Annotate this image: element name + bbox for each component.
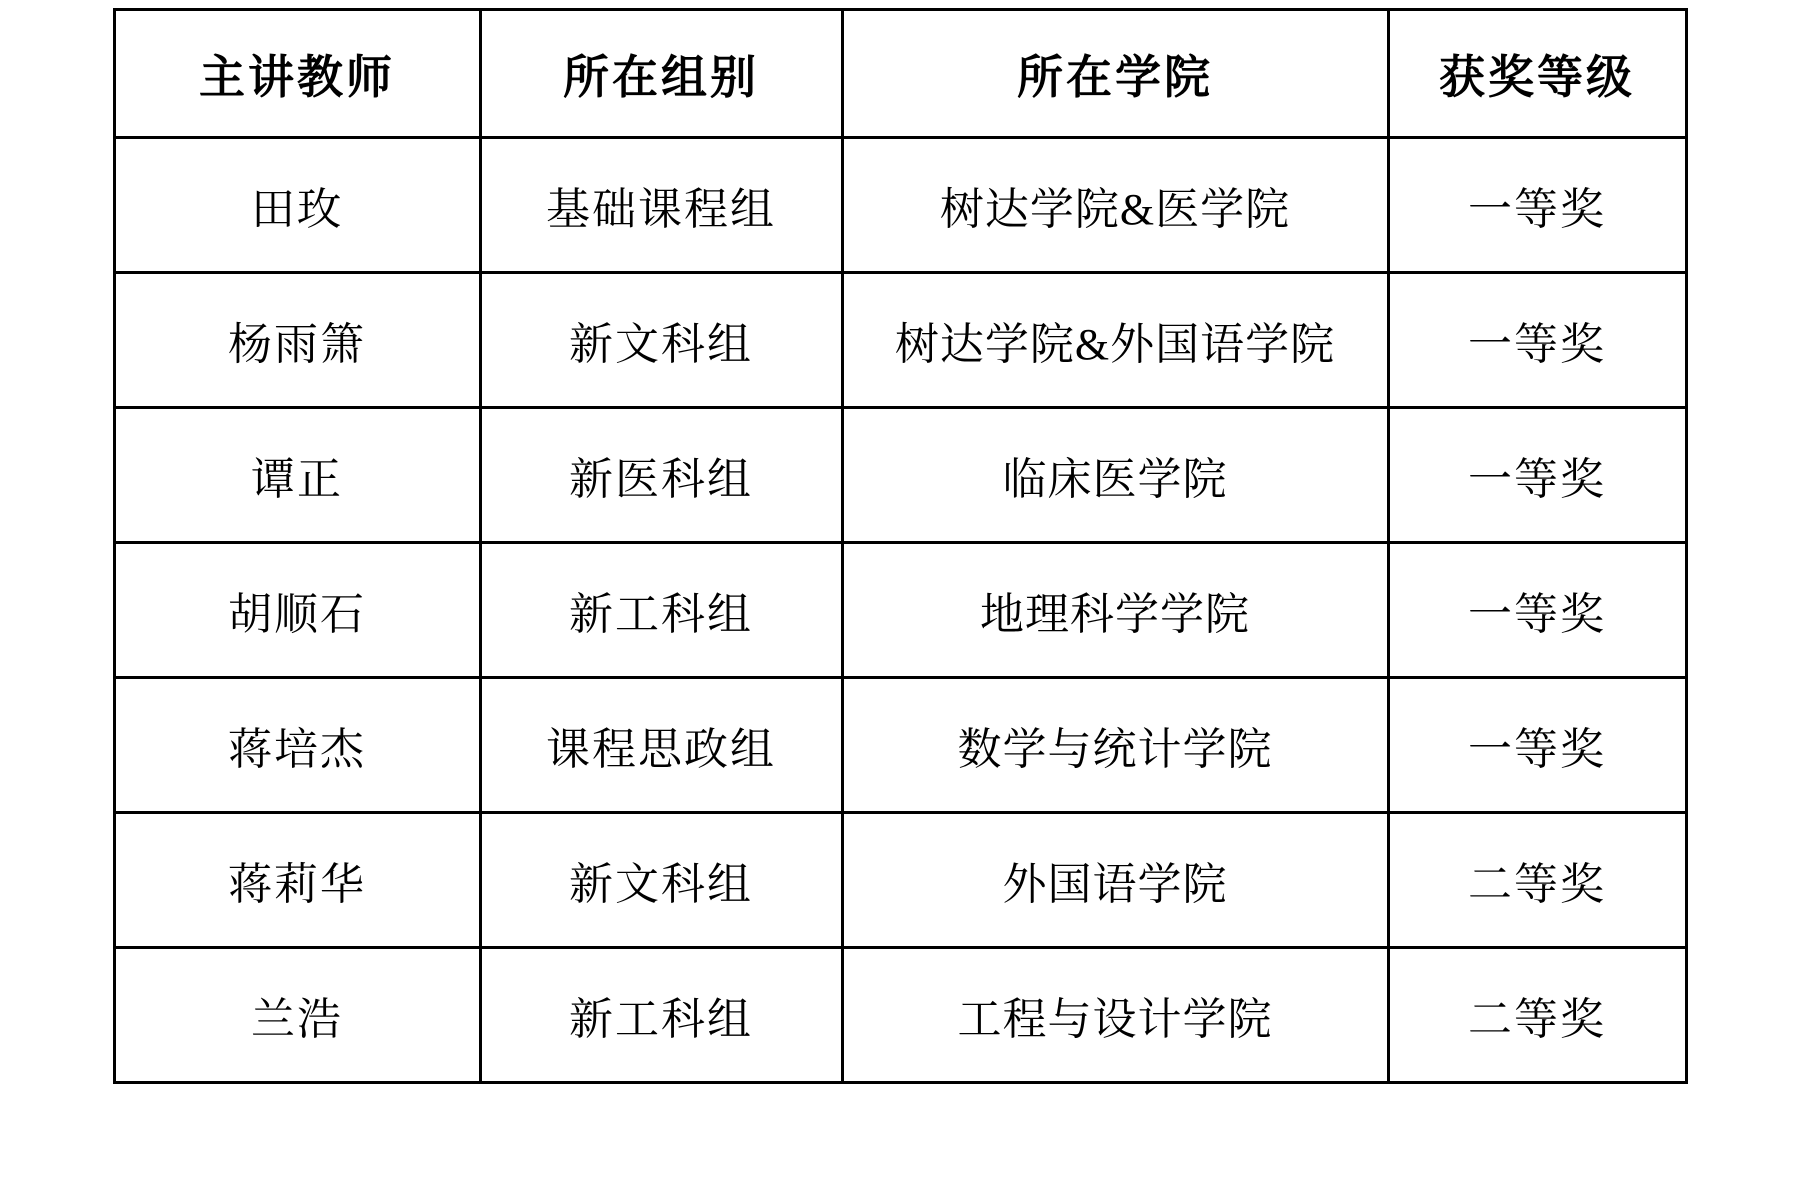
column-header-college: 所在学院: [842, 10, 1388, 138]
cell-teacher: 杨雨箫: [114, 273, 480, 408]
table-row: [114, 138, 1686, 273]
cell-award: 一等奖: [1388, 543, 1686, 678]
table-body: [114, 138, 1686, 1083]
cell-group: 新医科组: [480, 408, 842, 543]
cell-college: 树达学院&医学院: [842, 138, 1388, 273]
column-header-award: 获奖等级: [1388, 10, 1686, 138]
cell-award: 一等奖: [1388, 273, 1686, 408]
award-results-table: [113, 8, 1688, 1084]
cell-award: 二等奖: [1388, 813, 1686, 948]
table-row: [114, 948, 1686, 1083]
table-header: [114, 10, 1686, 138]
cell-teacher: 田玫: [114, 138, 480, 273]
cell-college: 外国语学院: [842, 813, 1388, 948]
cell-group: 课程思政组: [480, 678, 842, 813]
cell-college: 临床医学院: [842, 408, 1388, 543]
cell-group: 新工科组: [480, 948, 842, 1083]
table-row: [114, 273, 1686, 408]
cell-college: 工程与设计学院: [842, 948, 1388, 1083]
cell-group: 基础课程组: [480, 138, 842, 273]
table-row: [114, 678, 1686, 813]
cell-teacher: 蒋培杰: [114, 678, 480, 813]
cell-award: 一等奖: [1388, 678, 1686, 813]
column-header-group: 所在组别: [480, 10, 842, 138]
table-row: [114, 408, 1686, 543]
column-header-teacher: 主讲教师: [114, 10, 480, 138]
table-row: [114, 813, 1686, 948]
cell-teacher: 谭正: [114, 408, 480, 543]
cell-teacher: 兰浩: [114, 948, 480, 1083]
cell-teacher: 胡顺石: [114, 543, 480, 678]
cell-college: 数学与统计学院: [842, 678, 1388, 813]
cell-college: 树达学院&外国语学院: [842, 273, 1388, 408]
cell-group: 新文科组: [480, 813, 842, 948]
cell-teacher: 蒋莉华: [114, 813, 480, 948]
cell-award: 一等奖: [1388, 138, 1686, 273]
cell-group: 新文科组: [480, 273, 842, 408]
cell-award: 一等奖: [1388, 408, 1686, 543]
cell-group: 新工科组: [480, 543, 842, 678]
cell-award: 二等奖: [1388, 948, 1686, 1083]
table-row: [114, 543, 1686, 678]
cell-college: 地理科学学院: [842, 543, 1388, 678]
table-header-row: [114, 10, 1686, 138]
